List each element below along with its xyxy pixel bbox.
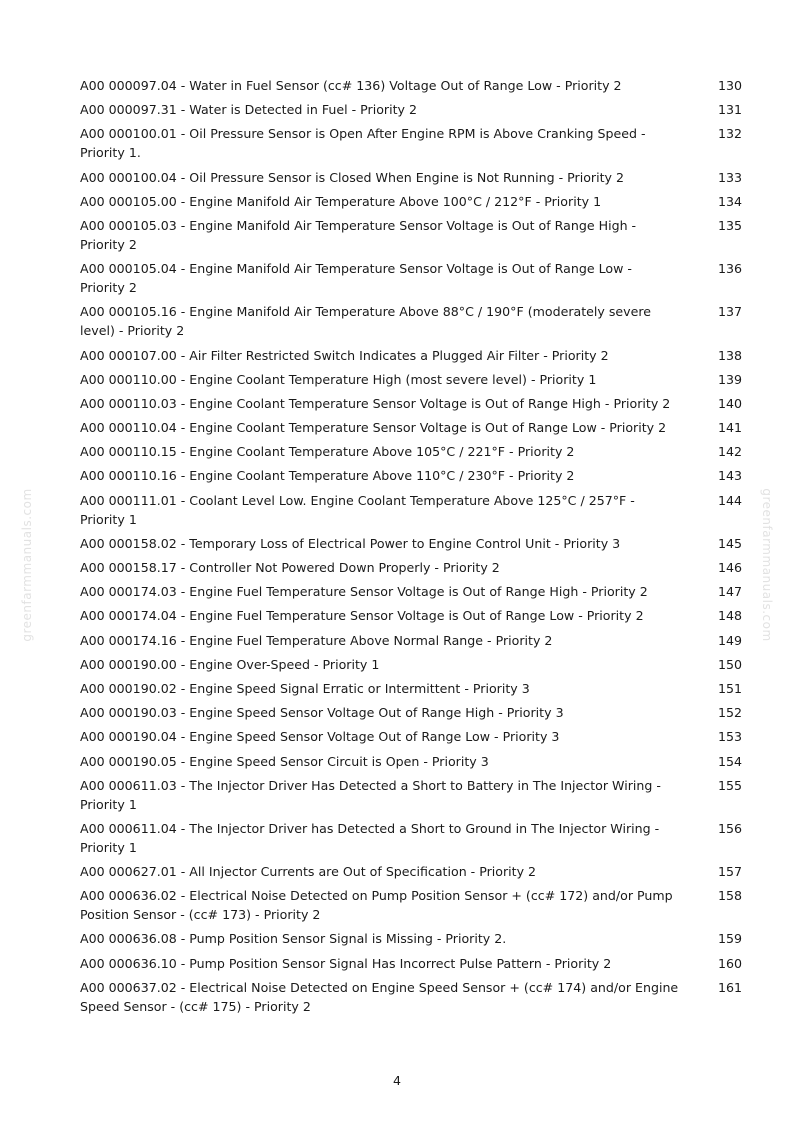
- toc-entry-title: A00 000190.05 - Engine Speed Sensor Circuit is Open - Priority 3: [80, 753, 489, 769]
- toc-entry[interactable]: [80, 582, 742, 601]
- toc-entry[interactable]: [80, 631, 742, 650]
- toc-entry-title: A00 000174.03 - Engine Fuel Temperature Sensor Voltage is Out of Range High - Priority 2: [80, 584, 648, 600]
- toc-entry[interactable]: [80, 752, 742, 771]
- toc-entry-title: A00 000636.08 - Pump Position Sensor Signal is Missing - Priority 2.: [80, 931, 507, 947]
- toc-entry[interactable]: [80, 192, 742, 211]
- toc-entry[interactable]: [80, 862, 742, 881]
- toc-entry-title: A00 000111.01 - Coolant Level Low. Engine Coolant Temperature Above 125°C / 257°F - Priority 1: [80, 492, 635, 527]
- toc-entry-title: A00 000158.02 - Temporary Loss of Electrical Power to Engine Control Unit - Priority 3: [80, 535, 621, 551]
- toc-entry[interactable]: [80, 418, 742, 437]
- toc-entry-page: 132: [717, 126, 742, 142]
- toc-entry-title: A00 000636.10 - Pump Position Sensor Signal Has Incorrect Pulse Pattern - Priority 2: [80, 955, 612, 971]
- toc-entry-page: 135: [717, 217, 742, 233]
- watermark-left: greenfarmmanuals.com: [20, 488, 34, 642]
- toc-entry[interactable]: [80, 259, 742, 297]
- toc-entry[interactable]: [80, 886, 742, 924]
- page-number: 4: [392, 1073, 401, 1088]
- toc-entry-title: A00 000110.04 - Engine Coolant Temperature Sensor Voltage is Out of Range Low - Priority 2: [80, 420, 667, 436]
- toc-entry-title: A00 000611.04 - The Injector Driver has Detected a Short to Ground in The Injector Wiring - Priority 1: [80, 820, 660, 855]
- toc-entry-page: 147: [717, 584, 742, 600]
- toc-entry[interactable]: [80, 776, 742, 814]
- toc-entry-title: A00 000105.03 - Engine Manifold Air Temperature Sensor Voltage is Out of Range High - Priority 2: [80, 217, 637, 252]
- toc-entry[interactable]: [80, 819, 742, 857]
- toc-entry[interactable]: [80, 370, 742, 389]
- toc-entry[interactable]: [80, 394, 742, 413]
- toc-entry-page: 145: [717, 535, 742, 551]
- toc-entry-title: A00 000174.04 - Engine Fuel Temperature Sensor Voltage is Out of Range Low - Priority 2: [80, 608, 644, 624]
- toc-entry-page: 148: [717, 608, 742, 624]
- toc-entry[interactable]: [80, 978, 742, 1016]
- toc-entry-page: 155: [717, 777, 742, 793]
- toc-entry[interactable]: [80, 534, 742, 553]
- toc-entry[interactable]: [80, 124, 742, 162]
- toc-entry-page: 160: [717, 955, 742, 971]
- toc-entry-page: 146: [717, 560, 742, 575]
- toc-entry-title: A00 000110.16 - Engine Coolant Temperature Above 110°C / 230°F - Priority 2: [80, 468, 575, 484]
- toc-entry-page: 156: [717, 820, 742, 836]
- toc-entry-title: A00 000174.16 - Engine Fuel Temperature Above Normal Range - Priority 2: [80, 632, 553, 648]
- toc-entry[interactable]: [80, 100, 742, 119]
- toc-entry-title: A00 000107.00 - Air Filter Restricted Switch Indicates a Plugged Air Filter - Priority 2: [80, 347, 609, 363]
- toc-entry-title: A00 000190.04 - Engine Speed Sensor Voltage Out of Range Low - Priority 3: [80, 729, 560, 745]
- toc-entry-page: 157: [717, 864, 742, 880]
- toc-entry-page: 139: [717, 371, 742, 387]
- toc-entry-title: A00 000611.03 - The Injector Driver Has Detected a Short to Battery in The Injector Wiring - Priority 1: [80, 777, 661, 812]
- toc-entry-page: 158: [717, 888, 742, 904]
- toc-entry-page: 131: [717, 102, 742, 118]
- toc-entry[interactable]: [80, 655, 742, 674]
- toc-entry-page: 159: [717, 931, 742, 947]
- toc-entry-title: A00 000097.31 - Water is Detected in Fuel - Priority 2: [80, 102, 417, 118]
- table-of-contents: [80, 76, 742, 1021]
- toc-entry-page: 149: [717, 632, 742, 648]
- toc-entry[interactable]: [80, 76, 742, 95]
- toc-entry-title: A00 000190.00 - Engine Over-Speed - Priority 1: [80, 656, 380, 672]
- toc-entry[interactable]: [80, 727, 742, 746]
- toc-entry-title: A00 000105.16 - Engine Manifold Air Temperature Above 88°C / 190°F (moderately severe level) - Priority 2: [80, 304, 652, 339]
- toc-entry-page: 134: [717, 193, 742, 209]
- toc-entry[interactable]: [80, 703, 742, 722]
- toc-entry-title: A00 000100.01 - Oil Pressure Sensor is Open After Engine RPM is Above Cranking Speed - Priority 1.: [80, 126, 646, 161]
- toc-entry-page: 154: [717, 753, 742, 769]
- toc-entry-title: A00 000158.17 - Controller Not Powered Down Properly - Priority 2: [80, 560, 500, 575]
- toc-entry[interactable]: [80, 491, 742, 529]
- toc-entry[interactable]: [80, 442, 742, 461]
- toc-entry[interactable]: [80, 168, 742, 187]
- toc-entry-page: 138: [717, 347, 742, 363]
- toc-entry[interactable]: [80, 929, 742, 948]
- toc-entry[interactable]: [80, 558, 742, 577]
- toc-entry-page: 150: [717, 656, 742, 672]
- toc-entry[interactable]: [80, 466, 742, 485]
- toc-entry-page: 133: [717, 169, 742, 185]
- toc-entry-title: A00 000190.02 - Engine Speed Signal Erratic or Intermittent - Priority 3: [80, 680, 530, 696]
- toc-entry[interactable]: [80, 216, 742, 254]
- toc-entry-title: A00 000627.01 - All Injector Currents are Out of Specification - Priority 2: [80, 864, 537, 880]
- toc-entry[interactable]: [80, 302, 742, 340]
- toc-entry-page: 141: [717, 420, 742, 436]
- toc-entry-page: 142: [717, 444, 742, 460]
- toc-entry-page: 161: [717, 979, 742, 995]
- toc-entry-title: A00 000105.00 - Engine Manifold Air Temperature Above 100°C / 212°F - Priority 1: [80, 193, 602, 209]
- toc-entry[interactable]: [80, 346, 742, 365]
- toc-entry-page: 152: [717, 705, 742, 721]
- toc-entry-page: 140: [717, 395, 742, 411]
- toc-entry-page: 151: [717, 680, 742, 696]
- toc-entry[interactable]: [80, 606, 742, 625]
- toc-entry-page: 136: [717, 261, 742, 277]
- toc-entry-page: 153: [717, 729, 742, 745]
- toc-entry-title: A00 000105.04 - Engine Manifold Air Temperature Sensor Voltage is Out of Range Low - Priority 2: [80, 261, 632, 296]
- toc-entry[interactable]: [80, 954, 742, 973]
- toc-entry-title: A00 000097.04 - Water in Fuel Sensor (cc# 136) Voltage Out of Range Low - Priority 2: [80, 78, 622, 93]
- toc-entry-title: A00 000637.02 - Electrical Noise Detected on Engine Speed Sensor + (cc# 174) and/or Engine Speed Sensor - (cc# 175) - Priority 2: [80, 979, 679, 1014]
- toc-entry-title: A00 000636.02 - Electrical Noise Detected on Pump Position Sensor + (cc# 172) and/or Pump Position Sensor - (cc# 173) - Priority 2: [80, 888, 673, 923]
- toc-entry-page: 130: [717, 78, 742, 93]
- toc-entry[interactable]: [80, 679, 742, 698]
- toc-entry-title: A00 000190.03 - Engine Speed Sensor Voltage Out of Range High - Priority 3: [80, 705, 564, 721]
- toc-entry-title: A00 000110.00 - Engine Coolant Temperature High (most severe level) - Priority 1: [80, 371, 597, 387]
- watermark-right: greenfarmmanuals.com: [760, 488, 774, 642]
- toc-entry-page: 137: [717, 304, 742, 320]
- toc-entry-page: 144: [717, 492, 742, 508]
- toc-entry-page: 143: [717, 468, 742, 484]
- toc-entry-title: A00 000110.15 - Engine Coolant Temperature Above 105°C / 221°F - Priority 2: [80, 444, 575, 460]
- toc-entry-title: A00 000110.03 - Engine Coolant Temperature Sensor Voltage is Out of Range High - Priority 2: [80, 395, 671, 411]
- toc-entry-title: A00 000100.04 - Oil Pressure Sensor is Closed When Engine is Not Running - Priority 2: [80, 169, 624, 185]
